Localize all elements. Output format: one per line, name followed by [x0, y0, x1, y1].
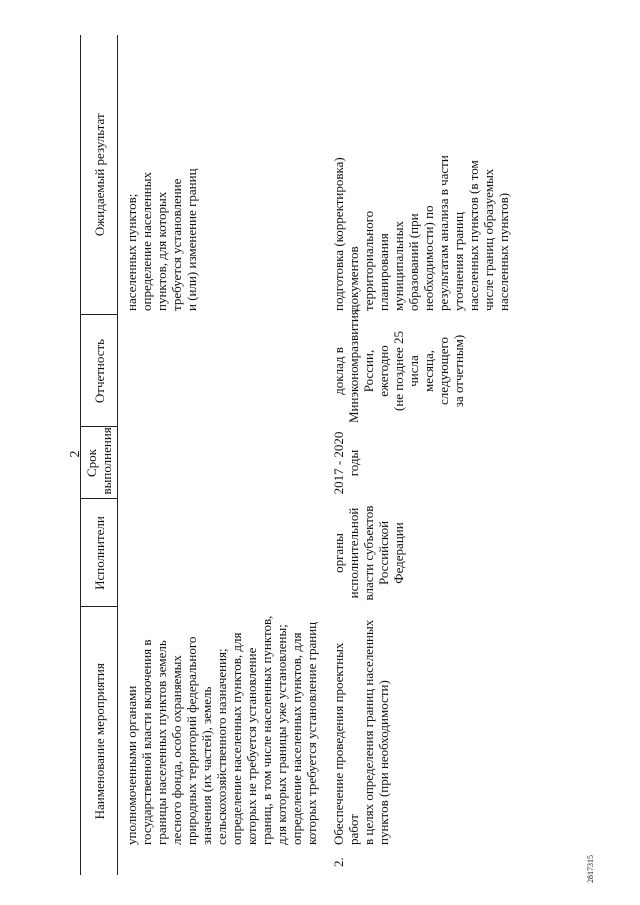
- row-term: [118, 427, 326, 499]
- header-name: Наименование мероприятия: [81, 607, 118, 875]
- table-header: [81, 35, 118, 875]
- header-executors: Исполнители: [81, 499, 118, 607]
- row-result: населенных пунктов; определение населенных пунктов, для которых требуется установление и (или) изменение границ: [124, 168, 199, 311]
- page-number: 2: [68, 450, 83, 458]
- row-number: 2.: [331, 857, 346, 867]
- row-term: 2017 - 2020 годы: [331, 431, 361, 495]
- row-reporting: доклад в Минэкономразвития России, ежегодно (не позднее 25 числа месяца, следующего за отчетным): [331, 309, 466, 423]
- row-executors: [118, 499, 326, 607]
- row-number: [118, 849, 326, 875]
- header-reporting: Отчетность: [81, 315, 118, 427]
- header-term: Срок выполнения: [81, 427, 118, 499]
- row-reporting: [118, 315, 326, 427]
- row-executors: органы исполнительной власти субъектов Российской Федерации: [331, 505, 406, 601]
- header-row: [81, 35, 118, 875]
- document-id: 2817315: [586, 855, 595, 883]
- row-name: уполномоченными органами государственной власти включения в границы населенных пунктов земель лесного фонда, особо охраняемых природных территорий федерального значения (их частей), земель сельскохозяйственного назначения; определение населенных пунктов, для которых не требуется установление границ, в том числе населенных пунктов, для которых границы уже установлены; определение населенных пунктов, для которых требуется установление границ: [124, 615, 319, 845]
- measures-table: [80, 35, 517, 875]
- table-row: [118, 35, 326, 875]
- header-result: Ожидаемый результат: [81, 35, 118, 315]
- row-name: Обеспечение проведения проектных работ в целях определения границ населенных пунктов (при необходимости): [331, 619, 391, 845]
- table-row: [325, 35, 517, 875]
- row-result: подготовка (корректировка) документов территориального планирования муниципальных образований (при необходимости) по результатам анализа в части уточнения границ населенных пунктов (в том числе границ образуемых населенных пунктов): [331, 155, 511, 311]
